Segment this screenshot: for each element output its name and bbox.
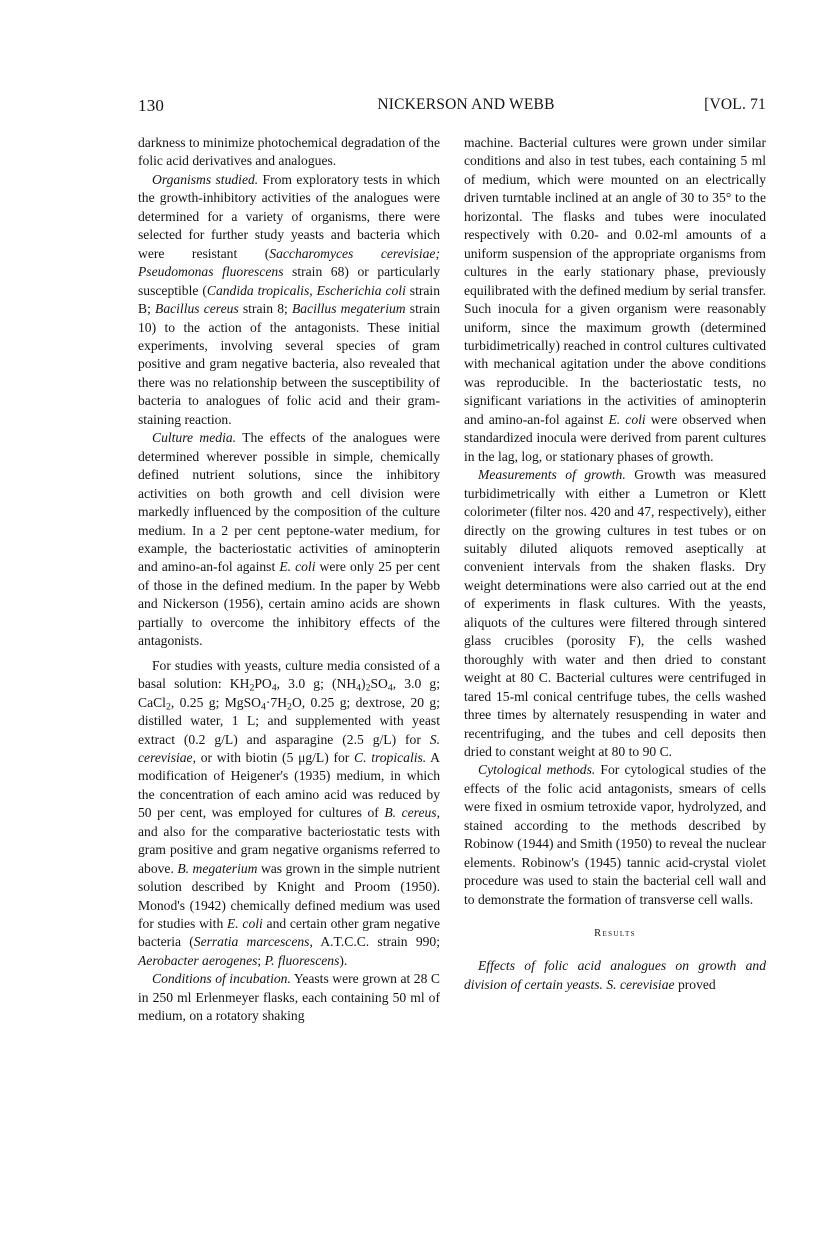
left-column [138,134,440,1026]
section-title: Effects of folic acid analogues on growth and division of certain yeasts. [464,958,766,992]
running-title: NICKERSON AND WEBB [377,96,555,113]
right-column [464,134,766,994]
paragraph-continuation: darkness to minimize photochemical degradation of the folic acid derivatives and analogues. [138,135,440,169]
paragraph-conditions-of-incubation: Conditions of incubation. Yeasts were grown at 28 C in 250 ml Erlenmeyer flasks, each containing 50 ml of medium, on a rotatory shaking [138,971,440,1024]
paragraph-yeast-media: For studies with yeasts, culture media consisted of a basal solution: $KH_2PO_4$, 3.0 g; $(NH_4)_2SO_4$, 3.0 g; CaCl$_2$, 0.25 g; $MgSO_4\cdot 7H_2O$, 0.25 g; dextrose, 20 g; distilled water, 1 L; and supplemented with yeast extract (0.2 g/L) and asparagine (2.5 g/L) for S. cerevisiae, or with biotin (5 μg/L) for C. tropicalis. A modification of Heigener's (1935) medium, in which the concentration of each amino acid was reduced by 50 per cent, was employed for cultures of B. cereus, and also for the comparative bacteriostatic tests with gram positive and gram negative organisms referred to above. B. megaterium was grown in the simple nutrient solution described by Knight and Proom (1950). Monod's (1942) chemically defined medium was used for studies with E. coli and certain other gram negative bacteria (Serratia marcescens, A.T.C.C. strain 990; Aerobacter aerogenes; P. fluorescens). [138,657,440,968]
section-title: Measurements of growth. [478,467,626,483]
section-title: Conditions of incubation. [152,971,291,987]
paragraph-effects-on-yeasts: Effects of folic acid analogues on growth and division of certain yeasts. S. cerevisiae proved [464,958,766,992]
paragraph-measurements-of-growth: Measurements of growth. Growth was measured turbidimetrically with either a Lumetron or Klett colorimeter (filter nos. 420 and 47, respectively), either directly on the growing cultures in test tubes or on suitably diluted aliquots removed aseptically at convenient intervals from the shaken flasks. Dry weight determinations were also carried out at the end of experiments in flask cultures. With the yeasts, aliquots of the cultures were filtered through sintered glass crucibles (porosity F), the cells washed thoroughly with water and then dried to constant weight at 80 C. Bacterial cultures were centrifuged in tared 15-ml conical centrifuge tubes, the cells washed three times by alternately resuspending in water and recentrifuging, and the tubes and cell deposits then dried to constant weight at 80 to 90 C. [464,467,766,759]
section-title: Culture media. [152,430,237,446]
section-title: Organisms studied. [152,171,259,187]
paragraph-culture-media: Culture media. The effects of the analogues were determined wherever possible in simple, chemically defined nutrient solutions, since the inhibitory activities on both growth and cell division were markedly influenced by the composition of the culture medium. In a 2 per cent peptone-water medium, for example, the bacteriostatic activities of aminopterin and amino-an-fol against E. coli were only 25 per cent of those in the defined medium. In the paper by Webb and Nickerson (1956), certain amino acids are shown partially to overcome the inhibitory effects of the antagonists. [138,430,441,649]
paragraph-cytological-methods: Cytological methods. For cytological studies of the effects of the folic acid antagonists, smears of cells were fixed in osmium tetroxide vapor, hydrolyzed, and stained according to the methods described by Robinow (1944) and Smith (1950) to reveal the nuclear elements. Robinow's (1945) tannic acid-crystal violet procedure was used to stain the bacterial cell wall and to demonstrate the formation of transverse cell walls. [464,762,767,907]
volume-label: [VOL. 71 [704,96,766,113]
section-title: Cytological methods. [478,762,596,778]
paragraph-incubation-continued: machine. Bacterial cultures were grown under similar conditions and also in test tubes, each containing 5 ml of medium, which were mounted on an electrically driven turntable inclined at an angle of 30 to 35° to the horizontal. The flasks and tubes were inoculated respectively with 0.20- and 0.02-ml amounts of a uniform suspension of the appropriate organisms from cultures in the early stationary phase, previously equilibrated with the defined medium by serial transfer. Such inocula for a given organism were reasonably uniform, since the maximum growth (determined turbidimetrically) reached in control cultures cultivated with mechanical agitation under the above conditions was reproducible. In the bacteriostatic tests, no significant variations in the activities of aminopterin and amino-an-fol against E. coli were observed when standardized inocula were derived from parent cultures in the lag, log, or stationary phases of growth. [464,135,766,464]
running-header [138,96,766,118]
results-heading: Results [594,928,636,940]
paragraph-organisms-studied: Organisms studied. From exploratory tests in which the growth-inhibitory activities of the analogues were determined for a variety of organisms, there were selected for further study yeasts and bacteria which were resistant (Saccharomyces cerevisiae; Pseudomonas fluorescens strain 68) or particularly susceptible (Candida tropicalis, Escherichia coli strain B; Bacillus cereus strain 8; Bacillus megaterium strain 10) to the action of the antagonists. These initial experiments, involving several species of gram positive and gram negative bacteria, also revealed that there was no relationship between the susceptibility of bacteria to analogues of folic acid and their gram-staining reaction. [138,171,441,427]
page-number: 130 [138,96,165,115]
